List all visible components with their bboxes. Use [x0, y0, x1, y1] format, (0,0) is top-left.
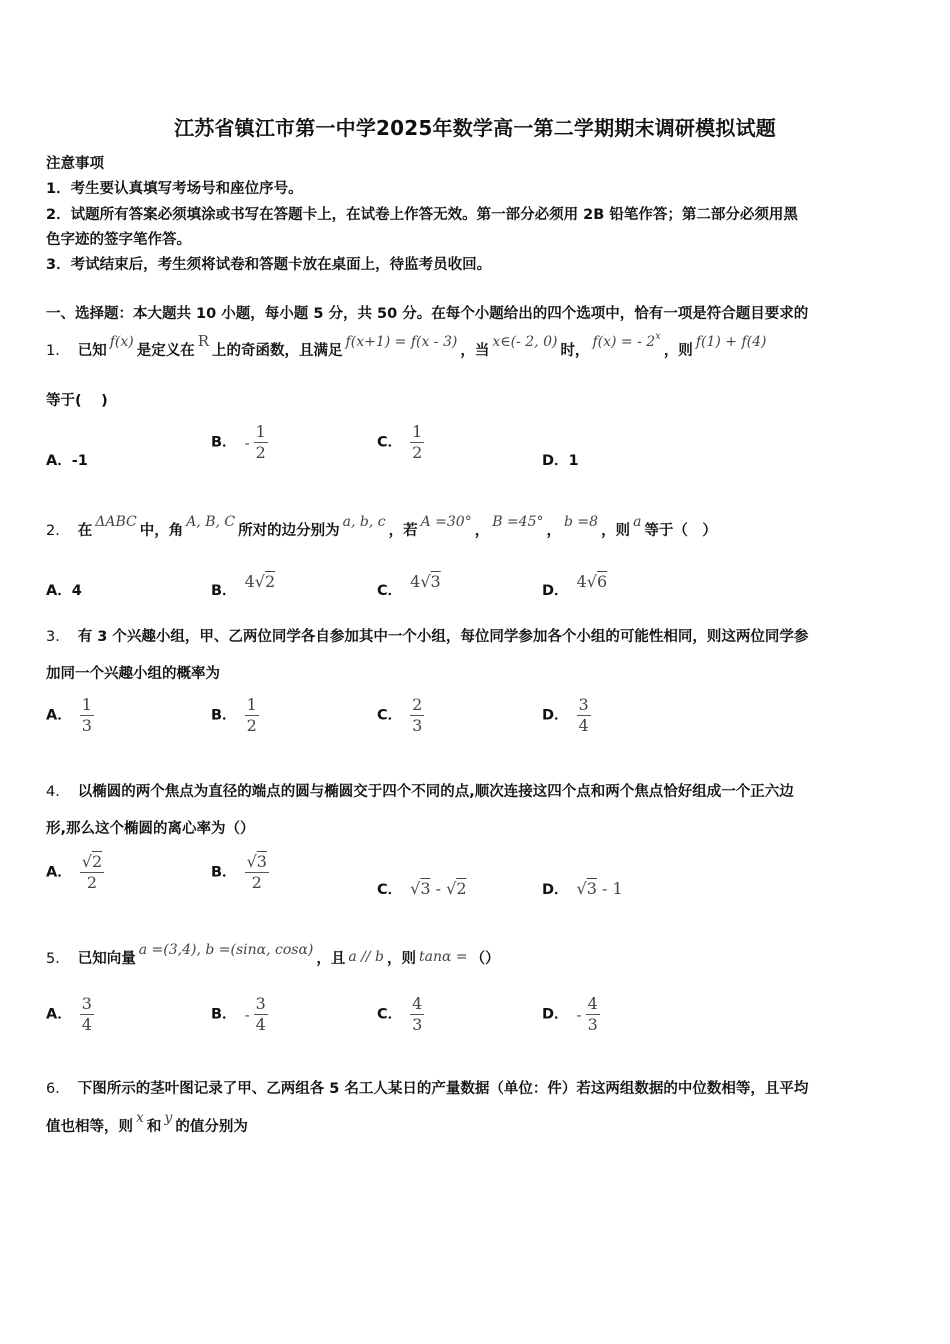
q2-option-a[interactable]: [46, 579, 82, 600]
question-number: 4．: [46, 784, 70, 800]
denominator: 3: [81, 716, 92, 735]
math-expr: a =(3,4), b =(sinα, cosα): [138, 942, 314, 958]
q1-option-d[interactable]: [542, 449, 579, 470]
denominator: 2: [255, 443, 266, 462]
numerator: 1: [246, 695, 257, 714]
question-text: 下图所示的茎叶图记录了甲、乙两组各 5 名工人某日的产量数据（单位：件）若这两组数据的中位数相等，且平均: [77, 1081, 809, 1097]
denominator: 2: [246, 716, 257, 735]
q4-option-a[interactable]: [46, 852, 104, 893]
denominator: 2: [86, 873, 98, 892]
fraction: [245, 852, 269, 893]
fraction: [410, 994, 424, 1035]
math-expr: x: [136, 1110, 144, 1126]
q5-option-a[interactable]: [46, 994, 94, 1035]
radicand: 2: [264, 572, 276, 591]
question-text: 有 3 个兴趣小组，甲、乙两位同学各自参加其中一个小组，每位同学参加各个小组的可能性相同，则这两位同学参: [77, 629, 809, 645]
denominator: 3: [412, 1015, 423, 1034]
radical-expr: √3 - 1: [576, 879, 623, 898]
radical-expr: 4√3: [410, 572, 441, 591]
numerator: 4: [412, 994, 423, 1013]
option-label: C．: [377, 707, 403, 724]
question-text: 等于（ ）: [644, 523, 717, 539]
denominator: 4: [255, 1015, 266, 1034]
math-expr: A, B, C: [186, 514, 236, 530]
option-label: D．: [542, 1006, 569, 1023]
coefficient: 4: [244, 572, 255, 591]
math-expr: R: [197, 332, 210, 350]
denominator: 3: [587, 1015, 598, 1034]
negative-sign: -: [244, 1005, 250, 1024]
math-base: f(x) = - 2: [592, 334, 656, 350]
radicand: 2: [456, 879, 467, 898]
numerator: √2: [81, 852, 103, 871]
question-number: 6．: [46, 1081, 70, 1097]
option-value: 4: [71, 583, 82, 599]
radical-expr: 4√2: [244, 572, 276, 591]
option-label: A．: [46, 707, 72, 724]
question-text: 是定义在: [136, 343, 195, 359]
question-text: 的值分别为: [175, 1119, 248, 1135]
question-6: [46, 1077, 808, 1098]
question-text: ，则: [601, 523, 631, 539]
page-title: 江苏省镇江市第一中学2025年数学高一第二学期期末调研模拟试题: [174, 116, 776, 140]
math-expr: a // b: [348, 949, 385, 965]
radicand: 3: [430, 572, 441, 591]
denominator: 4: [578, 716, 589, 735]
notice-heading: 注意事项: [46, 156, 104, 172]
numerator: 4: [587, 994, 598, 1013]
fraction: [410, 695, 424, 736]
option-label: B．: [211, 707, 237, 724]
q3-option-d[interactable]: [542, 695, 591, 736]
constant: 1: [612, 879, 623, 898]
question-text: ，则: [387, 951, 417, 967]
option-label: A．: [46, 583, 72, 599]
q1-option-c[interactable]: [377, 422, 424, 463]
denominator: 2: [412, 443, 423, 462]
operator: -: [435, 879, 442, 898]
option-label: B．: [211, 1006, 237, 1023]
radical-expr: √3 - √2: [410, 879, 467, 898]
math-expr: y: [164, 1110, 173, 1126]
fraction: [80, 695, 94, 736]
question-text: 和: [146, 1119, 162, 1135]
radicand: 3: [420, 879, 431, 898]
question-text: ，且: [316, 951, 346, 967]
radicand: 3: [586, 879, 597, 898]
option-label: D．: [542, 453, 569, 469]
question-text: ，则: [663, 343, 693, 359]
notice-item: 色字迹的签字笔作答。: [46, 232, 191, 248]
numerator: 3: [578, 695, 589, 714]
option-label: B．: [211, 434, 237, 451]
question-1-line2: 等于( ): [46, 393, 108, 409]
math-expr: [589, 331, 663, 350]
question-text: 上的奇函数，且满足: [212, 343, 343, 359]
numerator: 3: [255, 994, 266, 1013]
notice-item: 1．考生要认真填写考场号和座位序号。: [46, 181, 303, 197]
fraction: [80, 852, 104, 893]
option-label: B．: [211, 864, 237, 881]
question-text: ，当: [460, 343, 490, 359]
option-label: A．: [46, 1006, 72, 1023]
question-3-line2: 加同一个兴趣小组的概率为: [46, 666, 220, 682]
fraction: [80, 994, 94, 1035]
question-1: [46, 331, 769, 360]
fraction: [245, 695, 259, 736]
option-label: A．: [46, 864, 72, 881]
numerator: 1: [412, 422, 423, 441]
numerator: 2: [412, 695, 423, 714]
math-expr: ΔABC: [95, 514, 137, 530]
question-number: 2．: [46, 523, 70, 539]
negative-sign: -: [576, 1005, 582, 1024]
fraction: [254, 422, 268, 463]
question-text: 在: [77, 523, 93, 539]
question-text: 已知向量: [77, 951, 136, 967]
option-value: 1: [568, 453, 579, 469]
q4-option-d[interactable]: [542, 878, 623, 899]
question-number: 3．: [46, 629, 70, 645]
q1-option-b[interactable]: [211, 422, 268, 463]
q2-option-d[interactable]: [542, 572, 608, 600]
question-5: [46, 942, 500, 968]
numerator: √3: [246, 852, 267, 871]
math-expr: B =45°: [492, 514, 544, 530]
coefficient: 4: [410, 572, 421, 591]
math-expr: f(x): [109, 334, 134, 350]
q5-option-b[interactable]: [211, 994, 268, 1035]
fraction: [254, 994, 268, 1035]
math-expr: x∈(- 2, 0): [492, 334, 558, 350]
math-expr: a: [633, 514, 642, 530]
question-number: 5．: [46, 951, 70, 967]
option-label: C．: [377, 583, 403, 599]
question-2: [46, 514, 717, 540]
math-expr: a, b, c: [342, 514, 386, 530]
fraction: [586, 994, 600, 1035]
math-exponent: x: [655, 331, 661, 342]
radicand: 6: [596, 572, 608, 591]
question-text: 以椭圆的两个焦点为直径的端点的圆与椭圆交于四个不同的点,顺次连接这四个点和两个焦点恰好组成一个正六边: [77, 784, 794, 800]
section-heading: 一、选择题：本大题共 10 小题，每小题 5 分，共 50 分。在每个小题给出的四个选项中，恰有一项是符合题目要求的: [46, 306, 809, 322]
radical-expr: 4√6: [576, 572, 608, 591]
radicand: 2: [91, 852, 103, 871]
q2-option-c[interactable]: [377, 572, 441, 600]
q1-option-a[interactable]: [46, 449, 88, 470]
denominator: 3: [412, 716, 423, 735]
option-label: C．: [377, 882, 403, 898]
option-label: D．: [542, 882, 569, 898]
radicand: 3: [256, 852, 267, 871]
option-label: A．: [46, 453, 72, 469]
operator: -: [602, 879, 608, 898]
question-text: 中，角: [139, 523, 184, 539]
question-text: 已知: [77, 343, 107, 359]
question-text: 值也相等，则: [46, 1119, 133, 1135]
option-label: B．: [211, 583, 237, 599]
q4-option-c[interactable]: [377, 878, 467, 899]
question-text: 所对的边分别为: [238, 523, 340, 539]
question-text: ，: [546, 523, 561, 539]
math-expr: tanα =: [419, 949, 468, 965]
q2-option-b[interactable]: [211, 572, 276, 600]
option-label: C．: [377, 434, 403, 451]
q3-option-a[interactable]: [46, 695, 94, 736]
denominator: 4: [81, 1015, 92, 1034]
denominator: 2: [251, 873, 262, 892]
math-expr: b =8: [564, 514, 599, 530]
question-text: ，若: [388, 523, 418, 539]
q4-option-b[interactable]: [211, 852, 269, 893]
option-label: C．: [377, 1006, 403, 1023]
q5-option-c[interactable]: [377, 994, 424, 1035]
question-4: [46, 780, 794, 801]
question-4-line2: 形,那么这个椭圆的离心率为（）: [46, 821, 255, 837]
math-expr: A =30°: [420, 514, 472, 530]
question-text: （）: [470, 951, 500, 967]
numerator: 1: [255, 422, 266, 441]
math-expr: f(1) + f(4): [695, 334, 767, 350]
negative-sign: -: [244, 433, 250, 452]
numerator: 3: [81, 994, 92, 1013]
fraction: [577, 695, 591, 736]
question-text: 时，: [560, 343, 590, 359]
math-expr: f(x+1) = f(x - 3): [345, 334, 458, 350]
q3-option-b[interactable]: [211, 695, 259, 736]
option-label: D．: [542, 583, 569, 599]
notice-item: 2．试题所有答案必须填涂或书写在答题卡上，在试卷上作答无效。第一部分必须用 2B 铅笔作答；第二部分必须用黑: [46, 207, 798, 223]
question-text: ，: [474, 523, 490, 539]
coefficient: 4: [576, 572, 587, 591]
option-value: -1: [71, 453, 88, 469]
q5-option-d[interactable]: [542, 994, 600, 1035]
fraction: [410, 422, 424, 463]
notice-item: 3．考试结束后，考生须将试卷和答题卡放在桌面上，待监考员收回。: [46, 257, 492, 273]
question-3: [46, 625, 808, 646]
q3-option-c[interactable]: [377, 695, 424, 736]
question-6-line2: [46, 1110, 248, 1136]
question-number: 1．: [46, 343, 70, 359]
option-label: D．: [542, 707, 569, 724]
numerator: 1: [81, 695, 92, 714]
